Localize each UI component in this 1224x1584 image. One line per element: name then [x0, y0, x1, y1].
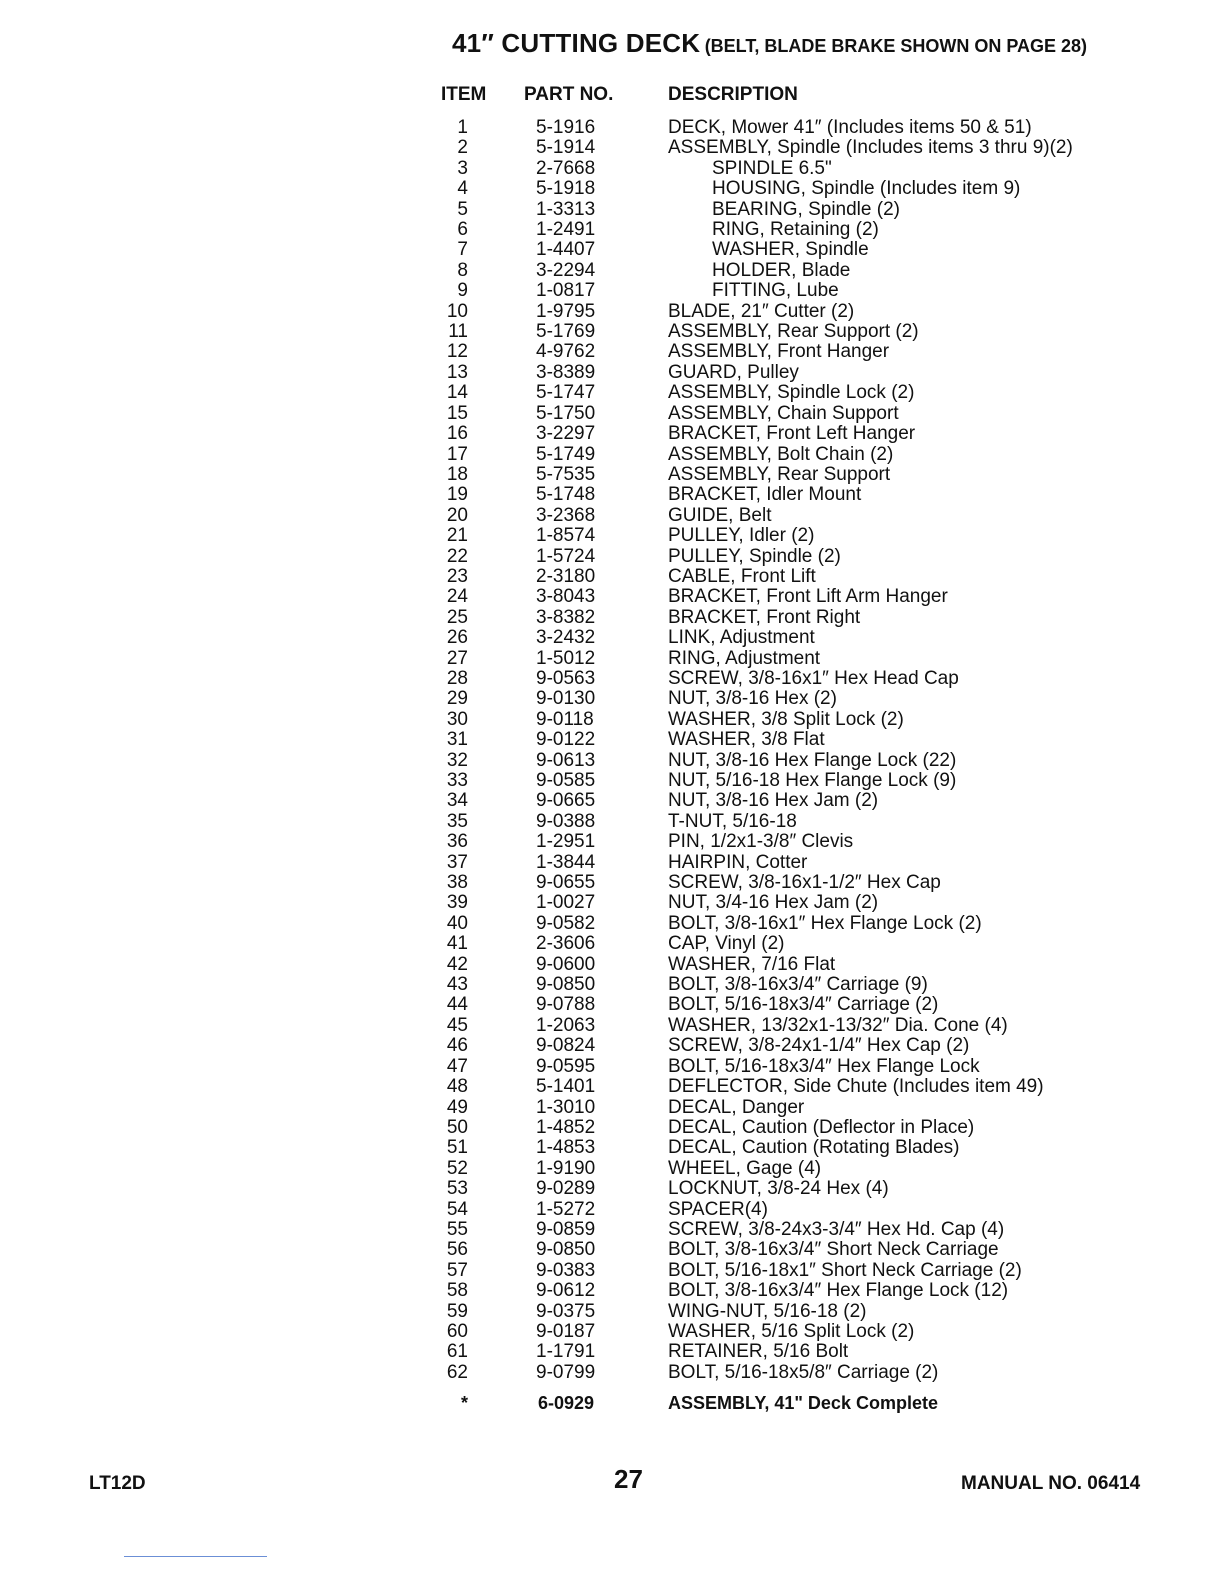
header-part-no: PART NO. [524, 84, 614, 105]
item-number: 48 [446, 1076, 468, 1098]
table-row [0, 485, 1224, 505]
item-number: 4 [457, 178, 468, 200]
part-number: 9-0585 [536, 770, 596, 791]
part-number: 3-2294 [536, 259, 596, 281]
part-description: WING-NUT, 5/16-18 (2) [668, 1300, 867, 1322]
item-number: 32 [446, 749, 468, 771]
part-number: 5-1747 [536, 382, 596, 404]
part-description: HAIRPIN, Cotter [668, 851, 808, 873]
part-number: 9-0612 [536, 1280, 596, 1302]
item-number: 16 [446, 423, 468, 445]
item-number: 58 [446, 1280, 468, 1302]
part-description: ASSEMBLY, Rear Support (2) [668, 321, 919, 343]
item-number: 37 [446, 851, 468, 873]
table-row [0, 526, 1224, 546]
item-number: 3 [457, 157, 468, 179]
part-number: 2-7668 [536, 157, 596, 179]
part-description: ASSEMBLY, Spindle Lock (2) [668, 382, 915, 404]
part-number: 1-0027 [536, 892, 596, 914]
page-title [452, 28, 1087, 59]
part-number: 4-9762 [536, 341, 596, 363]
part-description: CABLE, Front Lift [668, 565, 816, 587]
item-number: 8 [457, 259, 468, 281]
part-description: BEARING, Spindle (2) [712, 198, 900, 220]
item-number: 49 [446, 1096, 468, 1118]
item-number: 34 [446, 790, 468, 812]
part-number: 9-0859 [536, 1218, 596, 1240]
divider-line [124, 1556, 267, 1557]
part-number: 9-0850 [536, 974, 596, 996]
item-number: 1 [457, 117, 468, 138]
table-row [0, 730, 1224, 750]
item-number: 14 [446, 382, 468, 404]
table-row [0, 1057, 1224, 1077]
table-row [0, 1179, 1224, 1199]
part-description: SCREW, 3/8-16x1-1/2″ Hex Cap [668, 872, 941, 894]
part-number: 5-1748 [536, 484, 596, 506]
table-row [0, 383, 1224, 403]
part-description: DECAL, Caution (Rotating Blades) [668, 1137, 960, 1159]
part-number: 5-1769 [536, 321, 596, 343]
item-number: 47 [446, 1055, 468, 1077]
table-row [0, 995, 1224, 1015]
part-description: CAP, Vinyl (2) [668, 933, 785, 955]
part-description: WHEEL, Gage (4) [668, 1157, 822, 1179]
part-description: WASHER, 5/16 Split Lock (2) [668, 1320, 915, 1342]
item-number: 30 [446, 708, 468, 730]
part-description: WASHER, 3/8 Split Lock (2) [668, 708, 904, 730]
table-row [0, 914, 1224, 934]
part-description: NUT, 5/16-18 Hex Flange Lock (9) [668, 770, 957, 791]
part-description: BOLT, 5/16-18x3/4″ Carriage (2) [668, 994, 939, 1016]
item-number: 9 [457, 280, 468, 302]
part-number: 3-8043 [536, 586, 596, 608]
part-description: RETAINER, 5/16 Bolt [668, 1341, 849, 1363]
item-number: 51 [446, 1137, 468, 1159]
part-number: 1-8574 [536, 525, 596, 547]
table-row [0, 200, 1224, 220]
item-number: 21 [446, 525, 468, 547]
table-row [0, 445, 1224, 465]
item-number: 38 [446, 872, 468, 894]
item-number: 10 [446, 300, 468, 322]
item-number: 56 [446, 1239, 468, 1261]
item-number: 57 [446, 1259, 468, 1281]
table-row [0, 1240, 1224, 1260]
part-description: ASSEMBLY, Front Hanger [668, 341, 890, 363]
part-description: BOLT, 5/16-18x1″ Short Neck Carriage (2) [668, 1259, 1022, 1281]
part-number: 5-1749 [536, 443, 596, 465]
table-row [0, 261, 1224, 281]
table-row [0, 281, 1224, 301]
item-number: 39 [446, 892, 468, 914]
item-number: 2 [457, 137, 468, 159]
part-number: 5-1918 [536, 178, 596, 200]
table-row [0, 1138, 1224, 1158]
footer-manual-number: MANUAL NO. 06414 [961, 1473, 1141, 1494]
part-number: 9-0613 [536, 749, 596, 771]
part-number: 9-0187 [536, 1320, 596, 1342]
table-row [0, 302, 1224, 322]
item-number: 44 [446, 994, 468, 1016]
item-number: 59 [446, 1300, 468, 1322]
item-number: 24 [446, 586, 468, 608]
table-row [0, 1342, 1224, 1362]
part-description: DEFLECTOR, Side Chute (Includes item 49) [668, 1076, 1044, 1098]
item-number: 15 [446, 402, 468, 424]
part-number: 1-2063 [536, 1014, 596, 1036]
table-row [0, 506, 1224, 526]
part-description: HOUSING, Spindle (Includes item 9) [712, 178, 1021, 200]
table-row [0, 342, 1224, 362]
item-number: 27 [446, 647, 468, 669]
total-description: ASSEMBLY, 41" Deck Complete [668, 1393, 938, 1413]
total-part-no: 6-0929 [538, 1393, 595, 1413]
part-description: GUARD, Pulley [668, 361, 799, 383]
part-description: PULLEY, Spindle (2) [668, 545, 841, 567]
part-description: DECAL, Danger [668, 1096, 805, 1118]
table-row [0, 791, 1224, 811]
part-number: 1-5272 [536, 1198, 596, 1220]
item-number: 35 [446, 810, 468, 832]
table-row [0, 1036, 1224, 1056]
part-number: 9-0122 [536, 729, 596, 751]
part-description: DECK, Mower 41″ (Includes items 50 & 51) [668, 117, 1032, 138]
table-row [0, 832, 1224, 852]
item-number: 18 [446, 463, 468, 485]
part-description: LINK, Adjustment [668, 627, 815, 649]
item-number: 33 [446, 770, 468, 791]
table-row [0, 1322, 1224, 1342]
item-number: 19 [446, 484, 468, 506]
part-description: RING, Adjustment [668, 647, 821, 669]
part-description: BRACKET, Front Left Hanger [668, 423, 916, 445]
part-number: 9-0665 [536, 790, 596, 812]
table-row [0, 159, 1224, 179]
total-item: * [460, 1393, 468, 1413]
part-description: FITTING, Lube [712, 280, 839, 302]
item-number: 28 [446, 667, 468, 689]
item-number: 41 [446, 933, 468, 955]
table-row [0, 404, 1224, 424]
part-description: HOLDER, Blade [712, 259, 851, 281]
table-row [0, 893, 1224, 913]
table-row [0, 628, 1224, 648]
part-number: 3-2368 [536, 504, 596, 526]
header-description: DESCRIPTION [668, 84, 798, 105]
table-row [0, 853, 1224, 873]
table-row [0, 812, 1224, 832]
item-number: 53 [446, 1178, 468, 1200]
part-number: 9-0788 [536, 994, 596, 1016]
part-description: SPACER(4) [668, 1198, 768, 1220]
part-description: BLADE, 21″ Cutter (2) [668, 300, 855, 322]
table-row [0, 1261, 1224, 1281]
part-description: ASSEMBLY, Chain Support [668, 402, 899, 424]
part-number: 1-3844 [536, 851, 596, 873]
part-number: 1-4853 [536, 1137, 596, 1159]
table-row [0, 955, 1224, 975]
item-number: 50 [446, 1116, 468, 1138]
item-number: 23 [446, 565, 468, 587]
table-row [0, 465, 1224, 485]
item-number: 60 [446, 1320, 468, 1342]
part-description: BRACKET, Front Right [668, 606, 861, 628]
part-description: BRACKET, Idler Mount [668, 484, 862, 506]
part-description: NUT, 3/8-16 Hex Jam (2) [668, 790, 879, 812]
part-number: 9-0824 [536, 1035, 596, 1057]
table-row [0, 975, 1224, 995]
part-description: PIN, 1/2x1-3/8″ Clevis [668, 831, 854, 853]
table-row [0, 689, 1224, 709]
table-row [0, 1016, 1224, 1036]
part-description: SCREW, 3/8-16x1″ Hex Head Cap [668, 667, 959, 689]
table-row [0, 322, 1224, 342]
part-number: 1-4407 [536, 239, 596, 261]
part-description: LOCKNUT, 3/8-24 Hex (4) [668, 1178, 889, 1200]
item-number: 45 [446, 1014, 468, 1036]
part-number: 9-0655 [536, 872, 596, 894]
table-row [0, 547, 1224, 567]
part-number: 1-5012 [536, 647, 596, 669]
table-row [0, 710, 1224, 730]
item-number: 46 [446, 1035, 468, 1057]
header-item: ITEM [441, 84, 487, 105]
part-number: 9-0383 [536, 1259, 596, 1281]
part-number: 3-8382 [536, 606, 596, 628]
title-sub: (BELT, BLADE BRAKE SHOWN ON PAGE 28) [704, 36, 1088, 56]
table-row [0, 138, 1224, 158]
item-number: 52 [446, 1157, 468, 1179]
part-description: SCREW, 3/8-24x1-1/4″ Hex Cap (2) [668, 1035, 970, 1057]
part-number: 2-3180 [536, 565, 596, 587]
item-number: 25 [446, 606, 468, 628]
item-number: 62 [446, 1361, 468, 1383]
part-number: 1-5724 [536, 545, 596, 567]
item-number: 5 [457, 198, 468, 220]
table-row [0, 424, 1224, 444]
part-number: 1-3010 [536, 1096, 596, 1118]
part-description: RING, Retaining (2) [712, 219, 879, 241]
part-description: NUT, 3/8-16 Hex Flange Lock (22) [668, 749, 957, 771]
part-description: BOLT, 5/16-18x5/8″ Carriage (2) [668, 1361, 939, 1383]
part-number: 9-0582 [536, 912, 596, 934]
table-row [0, 587, 1224, 607]
item-number: 54 [446, 1198, 468, 1220]
part-description: BOLT, 5/16-18x3/4″ Hex Flange Lock [668, 1055, 980, 1077]
part-description: WASHER, Spindle [712, 239, 869, 261]
part-description: ASSEMBLY, Spindle (Includes items 3 thru 9)(2) [668, 137, 1073, 159]
part-number: 5-7535 [536, 463, 596, 485]
part-number: 5-1750 [536, 402, 596, 424]
parts-table [0, 118, 1224, 1383]
item-number: 22 [446, 545, 468, 567]
table-row [0, 118, 1224, 138]
part-number: 1-2951 [536, 831, 596, 853]
table-row [0, 1159, 1224, 1179]
item-number: 17 [446, 443, 468, 465]
part-number: 2-3606 [536, 933, 596, 955]
item-number: 13 [446, 361, 468, 383]
part-description: T-NUT, 5/16-18 [668, 810, 797, 832]
part-description: NUT, 3/8-16 Hex (2) [668, 688, 837, 710]
part-description: DECAL, Caution (Deflector in Place) [668, 1116, 975, 1138]
item-number: 40 [446, 912, 468, 934]
table-row [0, 934, 1224, 954]
part-number: 9-0563 [536, 667, 596, 689]
part-number: 9-0600 [536, 953, 596, 975]
part-description: SCREW, 3/8-24x3-3/4″ Hex Hd. Cap (4) [668, 1218, 1005, 1240]
part-number: 9-0289 [536, 1178, 596, 1200]
table-row [0, 1220, 1224, 1240]
part-description: WASHER, 3/8 Flat [668, 729, 825, 751]
part-number: 5-1401 [536, 1076, 596, 1098]
part-number: 1-3313 [536, 198, 596, 220]
part-number: 9-0375 [536, 1300, 596, 1322]
part-description: ASSEMBLY, Bolt Chain (2) [668, 443, 894, 465]
table-row [0, 649, 1224, 669]
table-row [0, 873, 1224, 893]
item-number: 20 [446, 504, 468, 526]
item-number: 61 [446, 1341, 468, 1363]
table-row [0, 608, 1224, 628]
table-row [0, 179, 1224, 199]
part-number: 9-0850 [536, 1239, 596, 1261]
table-row [0, 1363, 1224, 1383]
table-row [0, 1118, 1224, 1138]
part-description: GUIDE, Belt [668, 504, 772, 526]
part-number: 3-8389 [536, 361, 596, 383]
part-number: 1-9795 [536, 300, 596, 322]
part-number: 9-0595 [536, 1055, 596, 1077]
table-row [0, 240, 1224, 260]
table-row [0, 751, 1224, 771]
item-number: 43 [446, 974, 468, 996]
table-row [0, 220, 1224, 240]
part-description: BOLT, 3/8-16x1″ Hex Flange Lock (2) [668, 912, 982, 934]
part-number: 5-1916 [536, 117, 596, 138]
part-description: PULLEY, Idler (2) [668, 525, 815, 547]
part-number: 1-9190 [536, 1157, 596, 1179]
part-number: 9-0130 [536, 688, 596, 710]
item-number: 7 [457, 239, 468, 261]
title-main: 41″ CUTTING DECK [452, 28, 701, 58]
part-description: BOLT, 3/8-16x3/4″ Short Neck Carriage [668, 1239, 999, 1261]
item-number: 11 [448, 321, 468, 343]
table-row [0, 771, 1224, 791]
part-description: WASHER, 13/32x1-13/32″ Dia. Cone (4) [668, 1014, 1008, 1036]
part-description: NUT, 3/4-16 Hex Jam (2) [668, 892, 879, 914]
table-row [0, 669, 1224, 689]
item-number: 42 [446, 953, 468, 975]
part-number: 1-0817 [536, 280, 596, 302]
part-description: SPINDLE 6.5" [712, 157, 832, 179]
part-number: 3-2432 [536, 627, 596, 649]
item-number: 26 [446, 627, 468, 649]
part-number: 9-0118 [536, 708, 594, 730]
table-row [0, 1281, 1224, 1301]
footer-model: LT12D [89, 1473, 146, 1494]
part-description: BOLT, 3/8-16x3/4″ Hex Flange Lock (12) [668, 1280, 1009, 1302]
item-number: 36 [446, 831, 468, 853]
item-number: 6 [457, 219, 468, 241]
part-number: 3-2297 [536, 423, 596, 445]
part-number: 9-0388 [536, 810, 596, 832]
footer-page-number: 27 [614, 1464, 643, 1494]
table-row [0, 567, 1224, 587]
table-row [0, 363, 1224, 383]
item-number: 55 [446, 1218, 468, 1240]
item-number: 29 [446, 688, 468, 710]
part-number: 9-0799 [536, 1361, 596, 1383]
part-number: 1-4852 [536, 1116, 596, 1138]
table-row [0, 1200, 1224, 1220]
part-description: BOLT, 3/8-16x3/4″ Carriage (9) [668, 974, 928, 996]
table-row [0, 1098, 1224, 1118]
part-description: WASHER, 7/16 Flat [668, 953, 836, 975]
part-description: ASSEMBLY, Rear Support [668, 463, 891, 485]
part-number: 5-1914 [536, 137, 596, 159]
part-description: BRACKET, Front Lift Arm Hanger [668, 586, 948, 608]
table-row [0, 1302, 1224, 1322]
item-number: 12 [446, 341, 468, 363]
part-number: 1-2491 [536, 219, 596, 241]
part-number: 1-1791 [536, 1341, 596, 1363]
item-number: 31 [446, 729, 468, 751]
table-row [0, 1077, 1224, 1097]
